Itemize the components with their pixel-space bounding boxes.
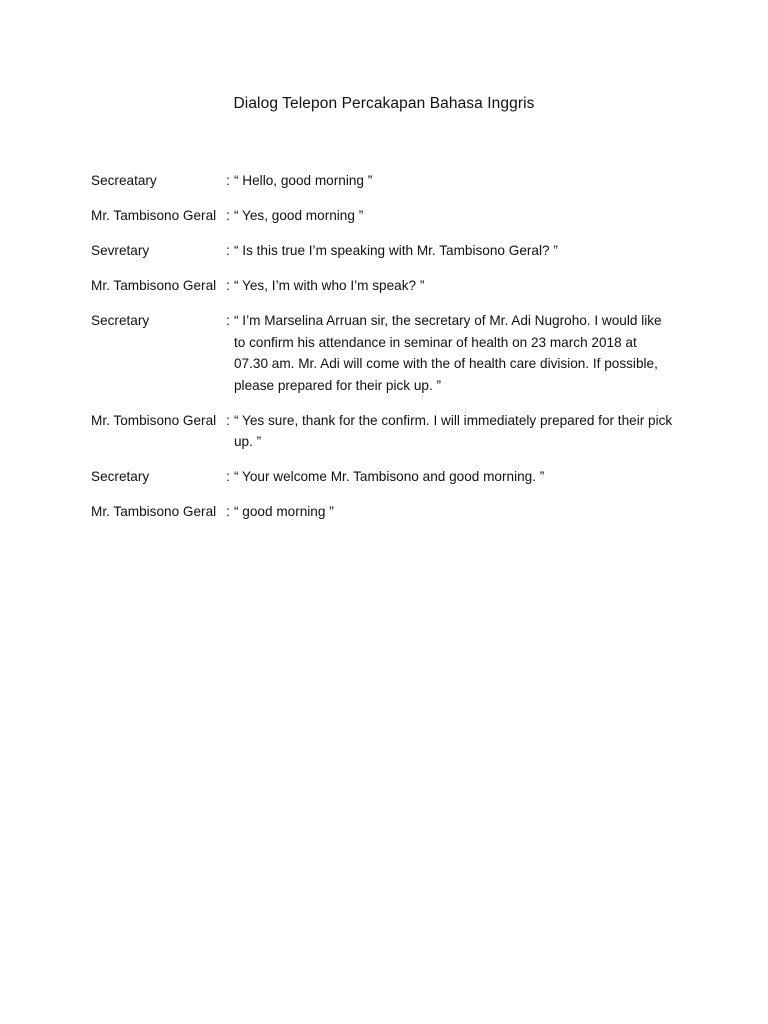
utterance-text: “ Yes, I’m with who I’m speak? ” — [234, 278, 425, 293]
colon-separator: : — [226, 412, 230, 428]
utterance-text: “ Yes, good morning ” — [234, 208, 364, 223]
speaker-name: Mr. Tambisono Geral — [91, 504, 217, 519]
colon-separator: : — [226, 243, 230, 258]
utterance-text: “ Yes sure, thank for the confirm. I will immediately prepared for their pick up. ” — [234, 412, 673, 449]
utterance-text: “ I’m Marselina Arruan sir, the secretary of Mr. Adi Nugroho. I would like to confirm his attendance in seminar of health on 23 march 2018 at 07.30 am. Mr. Adi will come with the of health care division. If possible, please prepared for their pick up. ” — [234, 313, 662, 393]
utterance-text: “ good morning ” — [234, 504, 334, 519]
colon-separator: : — [226, 173, 230, 188]
dialog-line — [91, 310, 681, 396]
speaker-name: Mr. Tambisono Geral — [91, 278, 217, 293]
dialog-line — [91, 410, 681, 453]
utterance-text: “ Hello, good morning ” — [234, 173, 373, 188]
utterance-text: “ Is this true I’m speaking with Mr. Tambisono Geral? ” — [234, 243, 558, 258]
document-title: Dialog Telepon Percakapan Bahasa Inggris — [233, 95, 535, 112]
dialog-line — [91, 170, 681, 192]
colon-separator: : — [226, 469, 230, 484]
dialog-line — [91, 501, 681, 523]
colon-separator: : — [226, 278, 230, 293]
speaker-name: Secretary — [91, 469, 150, 484]
speaker-name: Sevretary — [91, 243, 150, 258]
speaker-name: Mr. Tambisono Geral — [91, 208, 217, 223]
colon-separator: : — [226, 504, 230, 519]
speaker-name: Secretary — [91, 313, 150, 328]
dialog-line — [91, 205, 681, 227]
utterance-text: “ Your welcome Mr. Tambisono and good morning. ” — [234, 469, 545, 484]
dialog-list — [91, 170, 681, 536]
colon-separator: : — [226, 313, 230, 328]
dialog-line — [91, 240, 681, 262]
dialog-line — [91, 466, 681, 488]
speaker-name: Mr. Tombisono Geral — [91, 412, 217, 428]
dialog-line — [91, 275, 681, 297]
colon-separator: : — [226, 208, 230, 223]
speaker-name: Secreatary — [91, 173, 157, 188]
